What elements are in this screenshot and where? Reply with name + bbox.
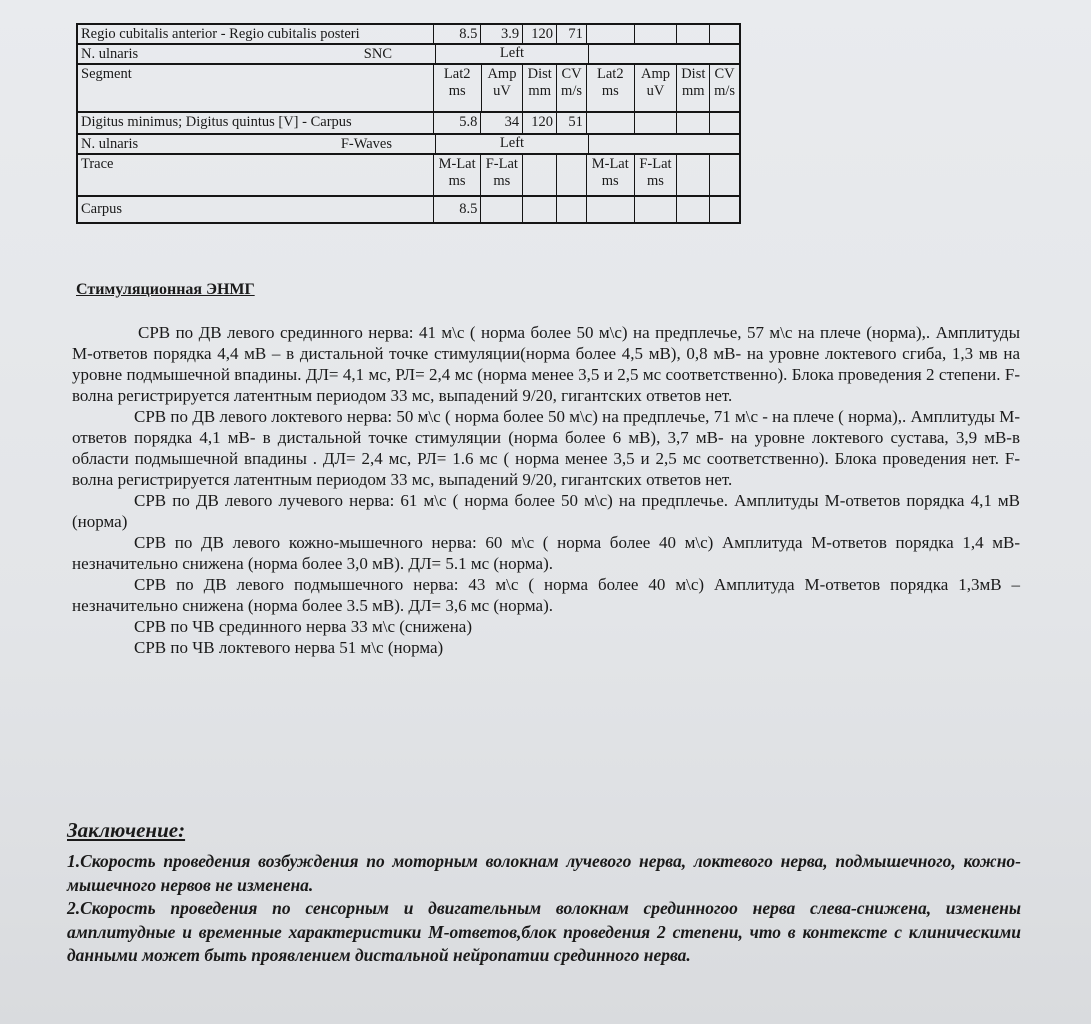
segment-label: Regio cubitalis anterior - Regio cubitalis posteri [78, 25, 434, 43]
empty-cell [710, 25, 739, 43]
study-type: SNC [363, 46, 392, 62]
amp-value: 3.9 [481, 25, 523, 43]
segment-header: Segment [78, 65, 434, 111]
dist-value: 120 [523, 25, 557, 43]
col-header-mlat: M-Lat ms [434, 155, 482, 195]
segment-label: Digitus minimus; Digitus quintus [V] - Carpus [78, 113, 434, 133]
study-type: F-Waves [340, 136, 392, 152]
table-section-row [78, 135, 739, 155]
conclusion-item: 2.Скорость проведения по сенсорным и двигательным волокнам срединногоо нерва слева-снижена, изменены амплитудные и временные характеристики М-ответов,блок проведения 2 степени, что в контексте с клиническими данными может быть проявлением дистальной нейропатии срединного нерва. [67, 898, 1021, 965]
empty-cell [710, 113, 739, 133]
paragraph-musculocutaneous-nerve: СРВ по ДВ левого кожно-мышечного нерва: 60 м\с ( норма более 40 м\с) Амплитуда М-ответов порядка 1,4 мВ- незначительно снижена (норма более 3,0 мВ). ДЛ= 5.1 мс (норма). [72, 533, 1020, 573]
empty-cell [635, 197, 678, 222]
trace-header: Trace [78, 155, 434, 195]
empty-cell [587, 197, 635, 222]
table-header-row [78, 65, 739, 113]
col-header-amp: Amp uV [482, 65, 524, 111]
empty-cell [635, 25, 678, 43]
empty-cell [677, 197, 710, 222]
amp-value: 34 [481, 113, 523, 133]
conclusion-body [67, 850, 1021, 968]
side-empty [589, 45, 739, 63]
empty-cell [677, 113, 710, 133]
empty-cell [557, 197, 587, 222]
lat-value: 8.5 [434, 25, 482, 43]
table-row [78, 197, 739, 222]
mlat-value: 8.5 [434, 197, 482, 222]
nerve-heading [78, 135, 436, 153]
col-header-cv: CV m/s [557, 65, 587, 111]
empty-cell [677, 155, 710, 195]
paragraph-radial-nerve: СРВ по ДВ левого лучевого нерва: 61 м\с ( норма более 50 м\с) на предплечье. Амплитуды М-ответов порядка 4,1 мВ (норма) [72, 491, 1020, 531]
paragraph-median-nerve: СРВ по ДВ левого срединного нерва: 41 м\с ( норма более 50 м\с) на предплечье, 57 м\с на плече (норма),. Амплитуды М-ответов порядка 4,4 мВ – в дистальной точке стимуляции(норма более 4,5 мВ), 0,8 мВ- на уровне локтевого сгиба, 1,3 мв на уровне подмышечной впадины. ДЛ= 4,1 мс, РЛ= 2,4 мс (норма менее 3,5 и 2,5 мс соответственно). Блока проведения 2 степени. F-волна регистрируется латентным периодом 33 мс, выпадений 9/20, гигантских ответов нет. [72, 323, 1020, 405]
col-header-amp-right: Amp uV [635, 65, 678, 111]
dist-value: 120 [523, 113, 557, 133]
paragraph-ulnar-nerve: СРВ по ДВ левого локтевого нерва: 50 м\с ( норма более 50 м\с) на предплечье, 71 м\с - на плече ( норма),. Амплитуды М-ответов порядка 4,1 мВ- в дистальной точке стимуляции (норма более 6 мВ), 3,7 мВ- на уровне локтевого сустава, 3,9 мВ-в области подмышечной впадины . ДЛ= 2,4 мс, РЛ= 1.6 мс ( норма менее 3,5 и 2,5 мс соответственно). Блока проведения нет. F-волна регистрируется латентным периодом 33 мс, выпадений 9/20, гигантских ответов нет. [72, 407, 1020, 489]
nerve-conduction-table [76, 23, 741, 224]
report-body [72, 322, 1020, 658]
side-label: Left [436, 45, 589, 63]
col-header-mlat-right: M-Lat ms [587, 155, 635, 195]
empty-cell [710, 155, 739, 195]
table-row [78, 113, 739, 135]
cv-value: 51 [557, 113, 587, 133]
col-header-flat: F-Lat ms [481, 155, 523, 195]
paragraph-axillary-nerve: СРВ по ДВ левого подмышечного нерва: 43 м\с ( норма более 40 м\с) Амплитуда М-ответов порядка 1,3мВ –незначительно снижена (норма более 3.5 мВ). ДЛ= 3,6 мс (норма). [72, 575, 1020, 615]
empty-cell [557, 155, 587, 195]
table-row [78, 25, 739, 45]
empty-cell [677, 25, 710, 43]
side-label: Left [436, 135, 589, 153]
conclusion-item: 1.Скорость проведения возбуждения по моторным волокнам лучевого нерва, локтевого нерва, подмышечного, кожно-мышечного нервов не изменена. [67, 851, 1021, 895]
trace-label: Carpus [78, 197, 434, 222]
paragraph-median-sensory: СРВ по ЧВ срединного нерва 33 м\с (снижена) [134, 617, 473, 636]
empty-cell [710, 197, 739, 222]
nerve-heading [78, 45, 436, 63]
empty-cell [587, 25, 635, 43]
empty-cell [587, 113, 635, 133]
lat-value: 5.8 [434, 113, 482, 133]
paragraph-ulnar-sensory: СРВ по ЧВ локтевого нерва 51 м\с (норма) [134, 638, 444, 657]
col-header-dist-right: Dist mm [677, 65, 710, 111]
nerve-name: N. ulnaris [81, 46, 139, 62]
table-header-row [78, 155, 739, 197]
col-header-dist: Dist mm [523, 65, 557, 111]
empty-cell [635, 113, 678, 133]
section-title: Стимуляционная ЭНМГ [76, 281, 255, 298]
col-header-lat2: Lat2 ms [434, 65, 482, 111]
nerve-name: N. ulnaris [81, 136, 139, 152]
col-header-lat2-right: Lat2 ms [587, 65, 635, 111]
empty-cell [523, 155, 557, 195]
side-empty [589, 135, 739, 153]
cv-value: 71 [557, 25, 587, 43]
conclusion-title: Заключение: [67, 818, 186, 842]
table-section-row [78, 45, 739, 65]
col-header-cv-right: CV m/s [714, 66, 736, 99]
empty-cell [523, 197, 557, 222]
empty-cell [481, 197, 523, 222]
col-header-flat-right: F-Lat ms [635, 155, 678, 195]
